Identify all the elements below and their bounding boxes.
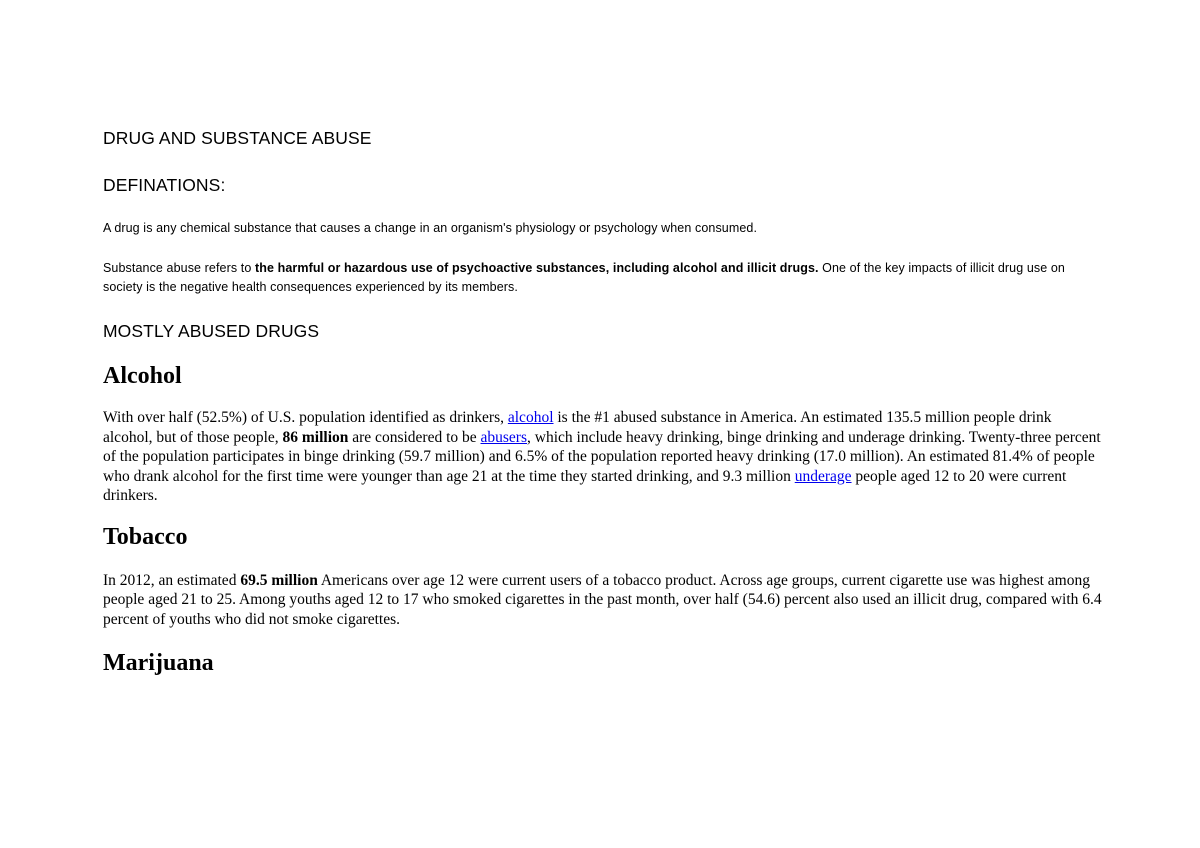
tobacco-bold-figure: 69.5 million (240, 571, 318, 589)
abusers-link[interactable]: abusers (480, 428, 528, 446)
mostly-abused-heading: MOSTLY ABUSED DRUGS (103, 321, 320, 341)
alcohol-text-5: people aged 12 to 20 were current drinkers. (103, 467, 1067, 504)
alcohol-text-2: is the #1 abused substance in America. An estimated 135.5 million people drink alcohol, but of those people, (103, 409, 1052, 446)
tobacco-text-1: In 2012, an estimated (103, 571, 241, 589)
definitions-heading: DEFINATIONS: (103, 175, 226, 195)
document-title: DRUG AND SUBSTANCE ABUSE (103, 128, 372, 148)
drug-definition: A drug is any chemical substance that causes a change in an organism's physiology or psychology when consumed. (103, 221, 758, 235)
substance-abuse-definition (103, 259, 1103, 297)
alcohol-bold-figure: 86 million (282, 428, 349, 446)
substance-abuse-rest: One of the key impacts of illicit drug use on society is the negative health consequences experienced by its members. (103, 261, 1065, 294)
alcohol-heading: Alcohol (103, 363, 182, 389)
alcohol-paragraph (103, 408, 1103, 506)
document-body (103, 127, 1103, 677)
alcohol-text-3: are considered to be (348, 428, 481, 446)
alcohol-link[interactable]: alcohol (507, 409, 554, 426)
alcohol-text-1: With over half (52.5%) of U.S. population identified as drinkers, (103, 409, 508, 426)
marijuana-heading: Marijuana (103, 650, 214, 676)
tobacco-text-2: Americans over age 12 were current users of a tobacco product. Across age groups, current cigarette use was highest among people aged 21 to 25. Among youths aged 12 to 17 who smoked cigarettes in the past month, over half (54.6) percent also used an illicit drug, compared with 6.4 percent of youths who did not smoke cigarettes. (103, 571, 1102, 628)
substance-abuse-bold: the harmful or hazardous use of psychoactive substances, including alcohol and illicit drugs. (255, 261, 819, 275)
tobacco-heading: Tobacco (103, 523, 188, 550)
tobacco-paragraph (103, 571, 1103, 630)
substance-abuse-intro: Substance abuse refers to (103, 261, 255, 275)
alcohol-text-4: , which include heavy drinking, binge drinking and underage drinking. Twenty-three percent of the population participates in binge drinking (59.7 million) and 6.5% of the population reported heavy drinking (17.0 million). An estimated 81.4% of people who drank alcohol for the first time were younger than age 21 at the time they started drinking, and 9.3 million (103, 428, 1101, 485)
underage-link[interactable]: underage (794, 467, 852, 485)
